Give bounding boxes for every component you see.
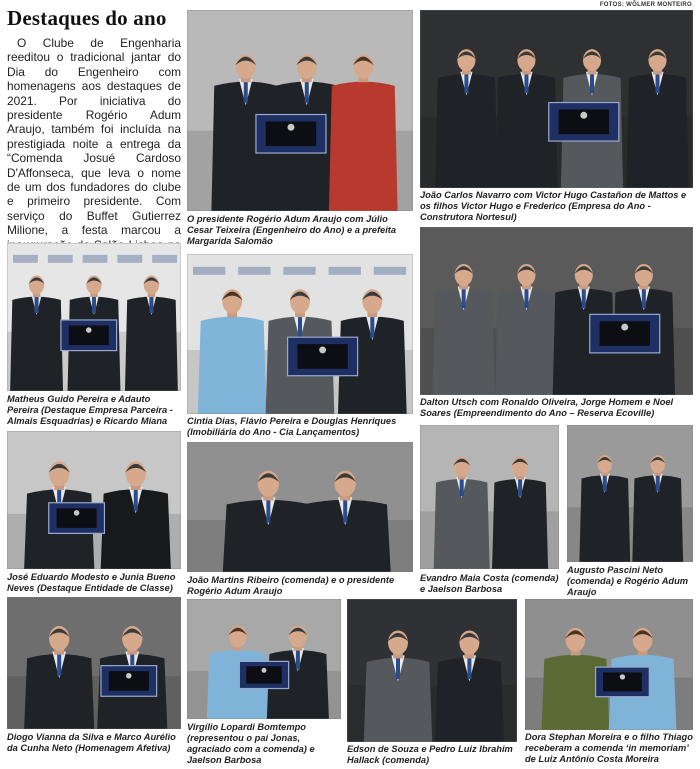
photo-4 <box>187 254 413 414</box>
photo-8 <box>420 425 559 569</box>
photo-3 <box>7 243 181 391</box>
caption-5: Dalton Utsch com Ronaldo Oliveira, Jorge Homem e Noel Soares (Empreendimento do Ano – Reserva Ecoville) <box>420 397 674 418</box>
caption-10: Diogo Vianna da Silva e Marco Aurélio da Cunha Neto (Homenagem Afetiva) <box>7 732 176 753</box>
caption-2: João Carlos Navarro com Victor Hugo Castañon de Mattos e os filhos Victor Hugo e Frederico (Empresa do Ano - Construtora Nortesul) <box>420 190 687 222</box>
photo-7 <box>187 442 413 572</box>
caption-1: O presidente Rogério Adum Araujo com Júlio Cesar Teixeira (Engenheiro do Ano) e a prefeita Margarida Salomão <box>187 214 397 246</box>
photo-12 <box>347 599 517 742</box>
caption-4: Cintia Dias, Flávio Pereira e Douglas Henriques (Imobiliária do Ano - Cia Lançamentos) <box>187 416 397 437</box>
photo-10 <box>7 597 181 729</box>
photo-5 <box>420 227 693 395</box>
photo-credit: FOTOS: WÔLMER MONTEIRO <box>599 2 692 8</box>
caption-13: Dora Stephan Moreira e o filho Thiago receberam a comenda ‘in memoriam’ de Luiz Antônio Costa Moreira <box>525 732 693 764</box>
caption-9: Augusto Pascini Neto (comenda) e Rogério Adum Araujo <box>567 565 689 597</box>
caption-11: Virgílio Lopardi Bomtempo (representou o pai Jonas, agraciado com a comenda) e Jaelson Barbosa <box>187 722 315 765</box>
photo-2 <box>420 10 693 188</box>
photo-6 <box>7 431 181 569</box>
caption-3: Matheus Guido Pereira e Adauto Pereira (Destaque Empresa Parceira - Almais Esquadrias) e Ricardo Miana <box>7 394 173 426</box>
caption-8: Evandro Maia Costa (comenda) e Jaelson Barbosa <box>420 573 559 594</box>
page-title: Destaques do ano <box>7 6 167 30</box>
photo-1 <box>187 10 413 211</box>
caption-7: João Martins Ribeiro (comenda) e o presidente Rogério Adum Araujo <box>187 575 395 596</box>
photo-9 <box>567 425 693 562</box>
caption-6: José Eduardo Modesto e Junia Bueno Neves (Destaque Entidade de Classe) <box>7 572 176 593</box>
photo-13 <box>525 599 693 730</box>
photo-11 <box>187 599 341 719</box>
caption-12: Edson de Souza e Pedro Luiz Ibrahim Hallack (comenda) <box>347 744 513 765</box>
intro-text: O Clube de Engenharia reeditou o tradicional jantar do Dia do Engenheiro com homenagens aos destaques de 2021. Por iniciativa do presidente Rogério Adum Araujo, também foi incluída na prestigiada noite a entrega da “Comenda Josué Cardoso D'Affonseca, que leva o nome de um dos fundadores do clube e primeiro presidente. Com serviço do Buffet Gutierrez Milione, a festa marcou a <box>7 36 181 238</box>
